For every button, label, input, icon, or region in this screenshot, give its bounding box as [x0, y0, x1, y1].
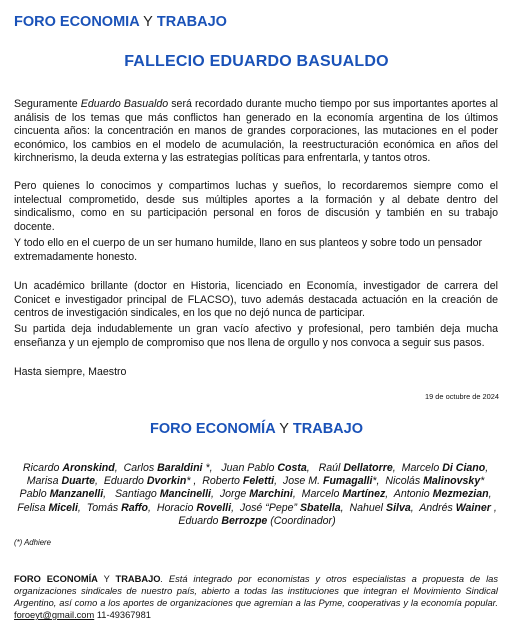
closing-line: Hasta siempre, Maestro — [14, 366, 127, 378]
paragraph-1-name: Eduardo Basualdo — [80, 98, 169, 110]
member-last-name: Sbatella — [299, 501, 341, 514]
member-separator: *, — [372, 475, 383, 488]
member-separator: , — [231, 501, 237, 514]
footer-trabajo: TRABAJO — [115, 574, 161, 584]
member-first-name: Antonio — [393, 488, 430, 501]
adhiere-note: (*) Adhiere — [14, 538, 51, 547]
member-last-name: Baraldini — [157, 462, 203, 474]
footer-foro: FORO ECONOMÍA — [14, 574, 98, 584]
page-title: FALLECIO EDUARDO BASUALDO — [124, 53, 389, 70]
paragraph-4: Un académico brillante (doctor en Historia, licenciado en Economía, investigador de carrera del Conicet e investigador principal de FLACSO), tuvo además destacada actuación en la creación de centros de investigación sindicales, en los que no dejó nunca de participar. — [14, 280, 498, 320]
header-y: Y — [143, 14, 153, 30]
member-first-name: Carlos — [123, 462, 155, 474]
member-first-name: Ricardo — [22, 462, 60, 474]
members-list — [14, 462, 500, 528]
member-separator: * , — [186, 475, 200, 488]
member-last-name: Martínez — [342, 488, 386, 501]
member-first-name: Nicolás — [385, 475, 421, 488]
paragraph-5: Su partida deja indudablemente un gran vacío afectivo y profesional, pero también deja mucha enseñanza y un ejemplo de compromiso que nos llena de orgullo y nos convoca a seguir sus pasos. — [14, 323, 498, 349]
member-last-name: Miceli — [48, 501, 78, 514]
member-separator: , — [95, 475, 101, 488]
member-separator: , — [488, 488, 495, 501]
member-separator: , — [274, 475, 280, 488]
member-last-name: Mezmezian — [432, 488, 489, 501]
member-first-name: Roberto — [202, 475, 240, 488]
paragraph-3: Y todo ello en el cuerpo de un ser humano humilde, llano en sus planteos y sobre todo un pensador extremadamente honesto. — [14, 237, 483, 263]
header-trabajo: TRABAJO — [156, 14, 227, 30]
member-separator: , — [385, 488, 392, 501]
member-separator: , — [114, 462, 121, 474]
member-first-name: Nahuel — [349, 501, 384, 514]
header-foro: FORO ECONOMIA — [14, 14, 140, 30]
member-first-name: Felisa — [17, 501, 46, 514]
member-first-name: Jorge — [219, 488, 247, 501]
paragraph-1 — [14, 98, 498, 166]
member-last-name: Di Ciano — [442, 462, 486, 474]
member-last-name: Costa — [277, 462, 307, 474]
member-separator: , — [210, 488, 217, 501]
member-last-name: Dvorkin — [146, 475, 187, 488]
footer — [14, 573, 498, 621]
footer-text: . Está integrado por economistas y otros especialistas a propuesta de las organizaciones sindicales de nuestro país, abierto a todas las instituciones que integran el Movimiento Sindical Argentino, así como a los aportes de organizaciones que agremian a las Pyme, cooperativas y la economía popular. — [14, 574, 498, 608]
member-last-name: Mancinelli — [159, 488, 211, 501]
member-separator: (Coordinador) — [267, 514, 336, 527]
member-separator: , — [410, 501, 417, 514]
member-first-name: Marisa — [26, 475, 59, 488]
member-first-name: Horacio — [156, 501, 194, 514]
member-last-name: Manzanelli — [49, 488, 104, 501]
member-separator: * — [480, 475, 488, 488]
member-first-name: Raúl — [318, 462, 341, 474]
member-first-name: José “Pepe” — [239, 501, 298, 514]
header-title — [14, 14, 227, 30]
member-last-name: Wainer — [455, 501, 491, 514]
member-separator: , — [392, 462, 399, 474]
member-separator: , — [485, 462, 492, 474]
member-last-name: Feletti — [242, 475, 275, 488]
paragraph-2: Pero quienes lo conocimos y compartimos luchas y sueños, lo recordaremos siempre como el intelectual comprometido, desde sus múltiples aportes a la formación y al debate dentro del sindicalismo, como en su participación personal en foros de discusión y también en su trabajo docente. — [14, 180, 498, 233]
member-first-name: Santiago — [114, 488, 157, 501]
member-separator: , — [148, 501, 154, 514]
member-last-name: Raffo — [121, 501, 148, 514]
paragraph-1-post: será recordado durante mucho tiempo por sus importantes aportes al análisis de los temas que más conflictos han generado en la economía argentina de los últimos cincuenta años: la concentración en manos de grandes corporaciones, las mutaciones en el poder económico, los cambios en el modelo de acumulación, la reestructuración económica en años del kirchnerismo, la deuda externa y las estrategias políticas para enfrentarla, y tantos otros. — [14, 98, 499, 165]
member-last-name: Marchini — [249, 488, 293, 501]
footer-y: Y — [103, 574, 110, 584]
member-separator: , — [306, 462, 316, 474]
member-first-name: Eduardo — [103, 475, 144, 488]
member-last-name: Aronskind — [62, 462, 115, 474]
member-separator: , — [340, 501, 347, 514]
member-separator: , — [292, 488, 299, 501]
member-first-name: Andrés — [419, 501, 453, 514]
member-last-name: Duarte — [61, 475, 95, 488]
member-last-name: Berrozpe — [221, 514, 268, 527]
footer-email-link[interactable]: foroeyt@gmail.com — [14, 610, 95, 620]
member-first-name: Eduardo — [178, 514, 219, 527]
member-first-name: Marcelo — [301, 488, 340, 501]
foro-title — [0, 421, 513, 437]
member-separator: *, — [202, 462, 219, 474]
member-separator: , — [77, 501, 84, 514]
member-last-name: Malinovsky — [423, 475, 481, 488]
member-first-name: Tomás — [86, 501, 119, 514]
member-separator: , — [103, 488, 113, 501]
member-first-name: Juan Pablo — [221, 462, 275, 474]
member-separator: , — [490, 501, 497, 514]
member-last-name: Dellatorre — [343, 462, 393, 474]
date: 19 de octubre de 2024 — [425, 392, 499, 401]
member-first-name: Pablo — [19, 488, 47, 501]
member-first-name: Jose M. — [282, 475, 321, 488]
foro-title-foro: FORO ECONOMÍA — [150, 421, 276, 437]
foro-title-trabajo: TRABAJO — [292, 421, 363, 437]
member-last-name: Rovelli — [196, 501, 232, 514]
footer-phone: 11-49367981 — [94, 610, 151, 620]
member-last-name: Silva — [386, 501, 411, 514]
member-first-name: Marcelo — [401, 462, 440, 474]
foro-title-y: Y — [279, 421, 289, 437]
member-last-name: Fumagalli — [322, 475, 373, 488]
paragraph-1-pre: Seguramente — [14, 98, 81, 110]
